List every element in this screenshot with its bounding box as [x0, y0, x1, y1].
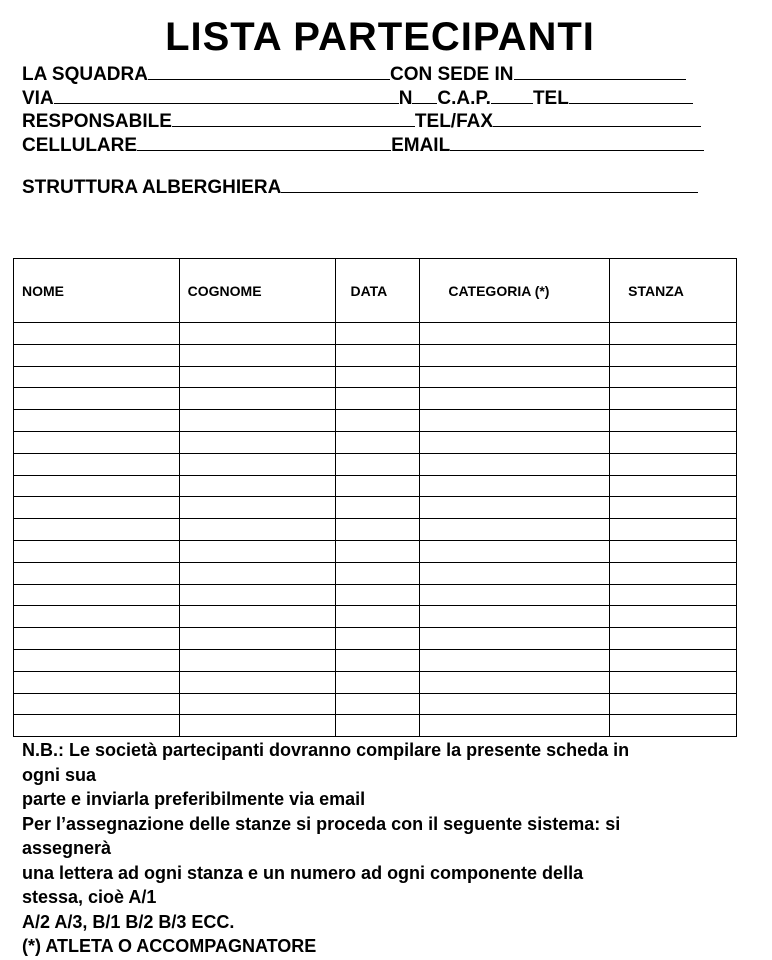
header-row-cellulare: [22, 133, 704, 157]
telfax-field[interactable]: [493, 109, 701, 127]
table-cell[interactable]: [420, 497, 610, 519]
table-cell[interactable]: [336, 649, 420, 671]
table-row: [14, 693, 737, 715]
table-body: [14, 323, 737, 737]
table-cell[interactable]: [179, 344, 336, 366]
table-cell[interactable]: [14, 410, 180, 432]
table-cell[interactable]: [14, 388, 180, 410]
email-field[interactable]: [450, 133, 704, 151]
table-row: [14, 628, 737, 650]
table-cell[interactable]: [179, 628, 336, 650]
table-cell[interactable]: [336, 606, 420, 628]
table-cell[interactable]: [336, 628, 420, 650]
column-header-cognome: COGNOME: [179, 259, 336, 323]
table-cell[interactable]: [179, 366, 336, 388]
table-row: [14, 649, 737, 671]
table-cell[interactable]: [420, 715, 610, 737]
table-cell[interactable]: [336, 519, 420, 541]
table-cell[interactable]: [14, 519, 180, 541]
table-cell[interactable]: [179, 431, 336, 453]
label-email: EMAIL: [391, 135, 451, 156]
via-field[interactable]: [54, 86, 399, 104]
note-line: ogni sua: [22, 764, 97, 785]
table-cell[interactable]: [420, 693, 610, 715]
table-cell[interactable]: [420, 540, 610, 562]
table-cell[interactable]: [336, 344, 420, 366]
table-cell[interactable]: [420, 431, 610, 453]
table-cell[interactable]: [420, 475, 610, 497]
table-cell[interactable]: [179, 671, 336, 693]
table-cell[interactable]: [420, 453, 610, 475]
label-cellulare: CELLULARE: [22, 135, 138, 156]
responsabile-field[interactable]: [172, 109, 415, 127]
table-cell[interactable]: [336, 715, 420, 737]
header-row-struttura: [22, 175, 698, 199]
table-cell[interactable]: [14, 366, 180, 388]
table-cell[interactable]: [14, 715, 180, 737]
table-cell[interactable]: [336, 410, 420, 432]
table-cell[interactable]: [336, 584, 420, 606]
table-cell[interactable]: [14, 628, 180, 650]
table-cell[interactable]: [336, 323, 420, 345]
table-cell[interactable]: [610, 715, 737, 737]
table-cell[interactable]: [14, 431, 180, 453]
table-cell[interactable]: [179, 649, 336, 671]
header-row-squadra: [22, 62, 686, 86]
label-via: VIA: [22, 88, 54, 109]
table-cell[interactable]: [420, 628, 610, 650]
table-cell[interactable]: [610, 540, 737, 562]
table-cell[interactable]: [179, 540, 336, 562]
participants-table: [13, 258, 737, 737]
notes-block: [22, 738, 629, 959]
table-row: [14, 453, 737, 475]
table-row: [14, 519, 737, 541]
table-cell[interactable]: [179, 453, 336, 475]
table-cell[interactable]: [610, 649, 737, 671]
note-line: assegnerà: [22, 838, 112, 858]
table-cell[interactable]: [420, 388, 610, 410]
table-cell[interactable]: [14, 649, 180, 671]
label-telfax: TEL/FAX: [414, 111, 494, 132]
table-cell[interactable]: [610, 628, 737, 650]
table-row: [14, 344, 737, 366]
table-cell[interactable]: [179, 693, 336, 715]
note-line: N.B.: Le società partecipanti dovranno compilare la presente scheda in: [22, 740, 630, 760]
table-row: [14, 323, 737, 345]
label-struttura: STRUTTURA ALBERGHIERA: [22, 177, 282, 198]
table-cell[interactable]: [336, 562, 420, 584]
label-cap: C.A.P.: [437, 88, 491, 109]
table-cell[interactable]: [610, 431, 737, 453]
label-n: N: [398, 88, 413, 109]
table-row: [14, 606, 737, 628]
header-row-via: [22, 86, 693, 110]
table-cell[interactable]: [14, 323, 180, 345]
label-sede: CON SEDE IN: [389, 64, 514, 85]
table-cell[interactable]: [420, 606, 610, 628]
note-line: stessa, cioè A/1: [22, 887, 157, 907]
label-responsabile: RESPONSABILE: [22, 111, 172, 132]
table-cell[interactable]: [14, 562, 180, 584]
table-cell[interactable]: [14, 453, 180, 475]
table-row: [14, 584, 737, 606]
table-cell[interactable]: [14, 344, 180, 366]
squadra-field[interactable]: [148, 62, 390, 80]
table-cell[interactable]: [610, 475, 737, 497]
table-cell[interactable]: [179, 519, 336, 541]
table-cell[interactable]: [179, 410, 336, 432]
label-squadra: LA SQUADRA: [22, 64, 148, 85]
note-line: Per l’assegnazione delle stanze si proceda con il seguente sistema: si: [22, 813, 621, 834]
cellulare-field[interactable]: [137, 133, 391, 151]
table-cell[interactable]: [610, 344, 737, 366]
table-cell[interactable]: [14, 497, 180, 519]
table-cell[interactable]: [420, 584, 610, 606]
table-row: [14, 562, 737, 584]
table-cell[interactable]: [14, 475, 180, 497]
note-line: una lettera ad ogni stanza e un numero ad ogni componente della: [22, 862, 584, 883]
table-cell[interactable]: [420, 649, 610, 671]
page-title: LISTA PARTECIPANTI: [165, 15, 595, 59]
table-row: [14, 388, 737, 410]
table-cell[interactable]: [610, 671, 737, 693]
table-cell[interactable]: [14, 606, 180, 628]
table-cell[interactable]: [336, 497, 420, 519]
table-cell[interactable]: [14, 584, 180, 606]
table-row: [14, 431, 737, 453]
table-cell[interactable]: [420, 344, 610, 366]
table-cell[interactable]: [336, 366, 420, 388]
table-cell[interactable]: [610, 366, 737, 388]
table-cell[interactable]: [610, 584, 737, 606]
table-cell[interactable]: [336, 388, 420, 410]
sede-field[interactable]: [514, 62, 686, 80]
n-field[interactable]: [412, 86, 437, 104]
table-cell[interactable]: [336, 693, 420, 715]
table-cell[interactable]: [179, 497, 336, 519]
column-header-nome: NOME: [14, 259, 180, 323]
note-line: A/2 A/3, B/1 B/2 B/3 ECC.: [22, 911, 235, 932]
table-cell[interactable]: [336, 453, 420, 475]
table-cell[interactable]: [179, 562, 336, 584]
table-row: [14, 715, 737, 737]
column-header-stanza: STANZA: [610, 259, 737, 323]
table-cell[interactable]: [179, 475, 336, 497]
table-cell[interactable]: [610, 453, 737, 475]
table-cell[interactable]: [179, 584, 336, 606]
table-cell[interactable]: [610, 519, 737, 541]
table-cell[interactable]: [179, 715, 336, 737]
note-line: (*) ATLETA O ACCOMPAGNATORE: [22, 936, 317, 956]
table-row: [14, 410, 737, 432]
table-cell[interactable]: [610, 693, 737, 715]
cap-field[interactable]: [491, 86, 533, 104]
table-cell[interactable]: [179, 323, 336, 345]
table-cell[interactable]: [14, 671, 180, 693]
table-row: [14, 671, 737, 693]
table-cell[interactable]: [420, 410, 610, 432]
table-cell[interactable]: [420, 671, 610, 693]
table-cell[interactable]: [610, 497, 737, 519]
table-cell[interactable]: [610, 562, 737, 584]
struttura-field[interactable]: [281, 175, 698, 193]
table-cell[interactable]: [610, 388, 737, 410]
label-tel: TEL: [532, 88, 569, 109]
table-header-row: [14, 259, 737, 323]
table-cell[interactable]: [420, 366, 610, 388]
table-cell[interactable]: [336, 671, 420, 693]
header-row-responsabile: [22, 109, 701, 133]
table-row: [14, 497, 737, 519]
table-cell[interactable]: [420, 323, 610, 345]
table-cell[interactable]: [610, 323, 737, 345]
column-header-data: DATA: [336, 259, 420, 323]
column-header-categoria: CATEGORIA (*): [420, 259, 610, 323]
table-cell[interactable]: [420, 562, 610, 584]
table-cell[interactable]: [420, 519, 610, 541]
table-cell[interactable]: [179, 388, 336, 410]
table-cell[interactable]: [610, 606, 737, 628]
table-row: [14, 366, 737, 388]
table-cell[interactable]: [336, 475, 420, 497]
table-cell[interactable]: [336, 431, 420, 453]
table-cell[interactable]: [14, 540, 180, 562]
note-line: parte e inviarla preferibilmente via email: [22, 789, 366, 809]
table-row: [14, 475, 737, 497]
table-cell[interactable]: [179, 606, 336, 628]
table-row: [14, 540, 737, 562]
tel-field[interactable]: [569, 86, 693, 104]
table-cell[interactable]: [336, 540, 420, 562]
table-cell[interactable]: [14, 693, 180, 715]
table-cell[interactable]: [610, 410, 737, 432]
